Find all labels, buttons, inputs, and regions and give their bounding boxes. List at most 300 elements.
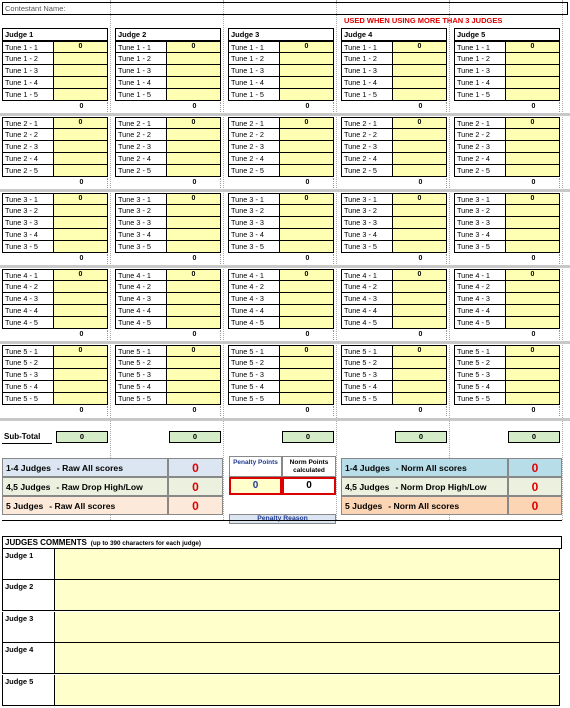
score-input[interactable]	[167, 153, 221, 165]
score-input[interactable]	[280, 217, 334, 229]
tune-label: Tune 4 - 5	[2, 317, 54, 329]
table-row	[228, 281, 334, 293]
score-input[interactable]	[393, 381, 447, 393]
score-input[interactable]	[54, 393, 108, 405]
tune-total: 0	[169, 406, 221, 416]
tune-label: Tune 3 - 4	[341, 229, 393, 241]
table-row	[115, 165, 221, 177]
table-row	[341, 357, 447, 369]
judge-header-4: Judge 4	[341, 28, 447, 41]
score-input[interactable]	[506, 293, 560, 305]
contestant-name-field[interactable]	[2, 2, 568, 15]
table-row	[115, 117, 221, 129]
table-row	[228, 53, 334, 65]
tune-label: Tune 5 - 5	[454, 393, 506, 405]
tune-total: 0	[282, 254, 334, 264]
score-input[interactable]	[506, 153, 560, 165]
score-input[interactable]	[280, 393, 334, 405]
table-row	[2, 153, 108, 165]
score-input[interactable]	[393, 393, 447, 405]
table-row	[341, 117, 447, 129]
score-input[interactable]	[280, 153, 334, 165]
table-row	[115, 65, 221, 77]
table-row	[228, 393, 334, 405]
score-input[interactable]: 0	[167, 41, 221, 53]
table-row	[341, 317, 447, 329]
tune-label: Tune 2 - 3	[228, 141, 280, 153]
score-input[interactable]: 0	[54, 269, 108, 281]
table-row	[454, 293, 560, 305]
tune-total: 0	[56, 406, 108, 416]
table-row	[2, 141, 108, 153]
tune-label: Tune 4 - 2	[2, 281, 54, 293]
score-input[interactable]	[167, 317, 221, 329]
tune-label: Tune 5 - 4	[454, 381, 506, 393]
score-input[interactable]	[54, 229, 108, 241]
tune-label: Tune 3 - 4	[115, 229, 167, 241]
tune-label: Tune 4 - 1	[115, 269, 167, 281]
table-row	[2, 393, 108, 405]
contestant-label: Contestant Name:	[5, 4, 66, 13]
score-input[interactable]	[280, 281, 334, 293]
score-input[interactable]	[506, 229, 560, 241]
score-input[interactable]: 0	[393, 193, 447, 205]
table-row	[228, 153, 334, 165]
score-input[interactable]	[393, 357, 447, 369]
tune-label: Tune 3 - 3	[454, 217, 506, 229]
score-input[interactable]	[167, 381, 221, 393]
tune-block	[341, 41, 447, 111]
score-input[interactable]: 0	[506, 117, 560, 129]
table-row	[341, 89, 447, 101]
tune-label: Tune 5 - 4	[2, 381, 54, 393]
judge-header-2: Judge 2	[115, 28, 221, 41]
table-row	[115, 381, 221, 393]
score-input[interactable]	[280, 305, 334, 317]
score-input[interactable]	[393, 281, 447, 293]
comment-input[interactable]	[55, 612, 560, 643]
score-input[interactable]	[54, 305, 108, 317]
tune-block	[115, 193, 221, 263]
penalty-reason-label: Penalty Reason	[229, 514, 336, 524]
score-input[interactable]	[54, 89, 108, 101]
subtotal-value: 0	[56, 431, 108, 443]
score-input[interactable]	[167, 89, 221, 101]
tune-label: Tune 2 - 5	[228, 165, 280, 177]
score-input[interactable]	[280, 381, 334, 393]
subtotal-value: 0	[169, 431, 221, 443]
score-input[interactable]	[167, 393, 221, 405]
tune-label: Tune 5 - 1	[341, 345, 393, 357]
tune-label: Tune 4 - 2	[454, 281, 506, 293]
table-row	[454, 357, 560, 369]
score-input[interactable]	[167, 77, 221, 89]
score-input[interactable]	[506, 205, 560, 217]
score-input[interactable]	[167, 205, 221, 217]
tune-label: Tune 1 - 5	[2, 89, 54, 101]
score-input[interactable]: 0	[280, 193, 334, 205]
score-input[interactable]: 0	[393, 269, 447, 281]
score-input[interactable]	[167, 217, 221, 229]
table-row	[228, 129, 334, 141]
score-input[interactable]	[54, 153, 108, 165]
score-input[interactable]	[54, 281, 108, 293]
score-input[interactable]	[506, 317, 560, 329]
table-row	[228, 241, 334, 253]
score-input[interactable]	[167, 241, 221, 253]
score-input[interactable]	[280, 65, 334, 77]
score-input[interactable]	[54, 129, 108, 141]
score-input[interactable]: 0	[280, 117, 334, 129]
judges-comments-header	[2, 536, 562, 549]
table-row	[341, 165, 447, 177]
tune-label: Tune 4 - 4	[228, 305, 280, 317]
table-row	[341, 345, 447, 357]
score-input[interactable]	[54, 141, 108, 153]
table-row	[454, 217, 560, 229]
table-row	[2, 77, 108, 89]
table-row	[2, 65, 108, 77]
table-row	[115, 153, 221, 165]
tune-label: Tune 1 - 1	[341, 41, 393, 53]
tune-block	[454, 117, 560, 187]
score-input[interactable]	[54, 241, 108, 253]
score-input[interactable]	[54, 77, 108, 89]
tune-label: Tune 1 - 2	[228, 53, 280, 65]
raw-score-value: 0	[168, 496, 223, 515]
comment-input[interactable]	[55, 675, 560, 706]
table-row	[228, 141, 334, 153]
column-divider	[336, 0, 337, 520]
score-input[interactable]	[280, 229, 334, 241]
tune-block	[2, 345, 108, 415]
score-input[interactable]: 0	[393, 117, 447, 129]
tune-label: Tune 3 - 2	[228, 205, 280, 217]
score-input[interactable]	[393, 369, 447, 381]
raw-score-row	[2, 458, 168, 477]
table-row	[2, 229, 108, 241]
table-row	[341, 65, 447, 77]
score-input[interactable]: 0	[54, 41, 108, 53]
tune-label: Tune 1 - 3	[454, 65, 506, 77]
tune-label: Tune 5 - 1	[2, 345, 54, 357]
score-input[interactable]	[280, 205, 334, 217]
score-input[interactable]	[506, 217, 560, 229]
score-input[interactable]	[393, 65, 447, 77]
score-input[interactable]	[167, 229, 221, 241]
score-input[interactable]	[167, 281, 221, 293]
tune-label: Tune 4 - 1	[454, 269, 506, 281]
tune-label: Tune 3 - 2	[454, 205, 506, 217]
table-row	[115, 41, 221, 53]
tune-label: Tune 2 - 5	[341, 165, 393, 177]
table-row	[228, 89, 334, 101]
score-input[interactable]	[506, 77, 560, 89]
score-input[interactable]	[393, 77, 447, 89]
score-input[interactable]	[280, 241, 334, 253]
raw-score-value: 0	[168, 477, 223, 496]
score-input[interactable]	[506, 393, 560, 405]
tune-label: Tune 1 - 2	[115, 53, 167, 65]
score-input[interactable]	[167, 357, 221, 369]
tune-block	[341, 117, 447, 187]
comment-judge-label: Judge 3	[2, 612, 55, 643]
score-input[interactable]	[54, 217, 108, 229]
score-input[interactable]: 0	[280, 41, 334, 53]
table-row	[2, 53, 108, 65]
table-row	[341, 393, 447, 405]
table-row	[2, 357, 108, 369]
score-input[interactable]: 0	[54, 345, 108, 357]
score-input[interactable]	[167, 369, 221, 381]
tune-label: Tune 4 - 3	[228, 293, 280, 305]
score-input[interactable]	[54, 53, 108, 65]
score-input[interactable]: 0	[167, 345, 221, 357]
score-input[interactable]	[280, 53, 334, 65]
tune-total: 0	[56, 102, 108, 112]
table-row	[341, 53, 447, 65]
score-input[interactable]	[54, 293, 108, 305]
score-input[interactable]	[506, 241, 560, 253]
score-input[interactable]	[393, 89, 447, 101]
tune-label: Tune 5 - 3	[115, 369, 167, 381]
score-input[interactable]: 0	[506, 345, 560, 357]
table-row	[341, 153, 447, 165]
tune-label: Tune 2 - 2	[115, 129, 167, 141]
tune-label: Tune 3 - 2	[341, 205, 393, 217]
score-input[interactable]	[506, 369, 560, 381]
score-input[interactable]	[393, 205, 447, 217]
table-row	[341, 217, 447, 229]
table-row	[2, 381, 108, 393]
tune-label: Tune 5 - 5	[341, 393, 393, 405]
tune-label: Tune 3 - 2	[2, 205, 54, 217]
tune-label: Tune 3 - 5	[115, 241, 167, 253]
score-input[interactable]	[167, 65, 221, 77]
score-input[interactable]	[167, 141, 221, 153]
score-input[interactable]	[393, 53, 447, 65]
score-input[interactable]	[506, 53, 560, 65]
table-row	[228, 217, 334, 229]
table-row	[454, 205, 560, 217]
table-row	[2, 193, 108, 205]
score-input[interactable]	[506, 129, 560, 141]
tune-label: Tune 4 - 2	[115, 281, 167, 293]
norm-score-value: 0	[508, 477, 562, 496]
column-divider	[449, 0, 450, 520]
tune-label: Tune 5 - 5	[2, 393, 54, 405]
table-row	[341, 141, 447, 153]
tune-label: Tune 4 - 3	[115, 293, 167, 305]
tune-label: Tune 4 - 5	[341, 317, 393, 329]
score-input[interactable]	[393, 293, 447, 305]
tune-label: Tune 2 - 1	[115, 117, 167, 129]
tune-block	[454, 345, 560, 415]
score-input[interactable]	[393, 305, 447, 317]
table-row	[228, 77, 334, 89]
table-row	[454, 129, 560, 141]
score-input[interactable]: 0	[167, 193, 221, 205]
score-input[interactable]	[54, 165, 108, 177]
norm-score-value: 0	[508, 458, 562, 477]
score-input[interactable]	[280, 357, 334, 369]
table-row	[115, 193, 221, 205]
score-input[interactable]	[506, 357, 560, 369]
tune-total: 0	[169, 330, 221, 340]
score-input[interactable]: 0	[54, 193, 108, 205]
tune-label: Tune 5 - 2	[228, 357, 280, 369]
tune-total: 0	[508, 254, 560, 264]
norm-desc: - Norm Drop High/Low	[395, 481, 487, 492]
raw-desc: - Raw All scores	[49, 500, 116, 511]
tune-block	[341, 345, 447, 415]
score-input[interactable]	[393, 317, 447, 329]
tune-label: Tune 1 - 4	[454, 77, 506, 89]
score-input[interactable]: 0	[506, 269, 560, 281]
tune-label: Tune 3 - 5	[228, 241, 280, 253]
tune-label: Tune 5 - 1	[228, 345, 280, 357]
score-input[interactable]	[506, 89, 560, 101]
tune-block	[115, 345, 221, 415]
score-input[interactable]	[167, 165, 221, 177]
score-input[interactable]: 0	[167, 117, 221, 129]
tune-label: Tune 1 - 5	[454, 89, 506, 101]
tune-label: Tune 3 - 3	[115, 217, 167, 229]
score-input[interactable]	[393, 129, 447, 141]
tune-total: 0	[282, 178, 334, 188]
tune-label: Tune 1 - 4	[341, 77, 393, 89]
tune-label: Tune 5 - 5	[115, 393, 167, 405]
score-input[interactable]	[280, 129, 334, 141]
norm-points-value: 0	[282, 477, 336, 495]
tune-label: Tune 2 - 2	[2, 129, 54, 141]
table-row	[454, 281, 560, 293]
score-input[interactable]	[393, 229, 447, 241]
tune-label: Tune 2 - 1	[341, 117, 393, 129]
tune-label: Tune 4 - 1	[2, 269, 54, 281]
table-row	[2, 129, 108, 141]
tune-label: Tune 1 - 1	[228, 41, 280, 53]
score-input[interactable]	[54, 65, 108, 77]
tune-label: Tune 4 - 5	[228, 317, 280, 329]
tune-label: Tune 4 - 3	[2, 293, 54, 305]
tune-block	[228, 41, 334, 111]
score-input[interactable]	[393, 165, 447, 177]
tune-label: Tune 2 - 3	[2, 141, 54, 153]
table-row	[454, 53, 560, 65]
score-input[interactable]: 0	[506, 41, 560, 53]
score-input[interactable]	[280, 165, 334, 177]
tune-label: Tune 5 - 5	[228, 393, 280, 405]
score-input[interactable]	[506, 165, 560, 177]
score-input[interactable]	[506, 305, 560, 317]
score-input[interactable]	[280, 317, 334, 329]
norm-score-row	[341, 477, 508, 496]
table-row	[115, 393, 221, 405]
score-input[interactable]	[506, 141, 560, 153]
tune-label: Tune 2 - 3	[115, 141, 167, 153]
tune-block	[341, 193, 447, 263]
tune-label: Tune 2 - 5	[2, 165, 54, 177]
tune-label: Tune 4 - 2	[341, 281, 393, 293]
comments-note: (up to 390 characters for each judge)	[90, 540, 202, 547]
table-row	[2, 281, 108, 293]
tune-label: Tune 5 - 1	[454, 345, 506, 357]
tune-label: Tune 4 - 5	[454, 317, 506, 329]
penalty-points-input[interactable]: 0	[229, 477, 282, 495]
tune-block	[228, 269, 334, 339]
table-row	[454, 193, 560, 205]
tune-label: Tune 3 - 5	[454, 241, 506, 253]
comment-input[interactable]	[55, 549, 560, 580]
score-input[interactable]	[506, 281, 560, 293]
table-row	[228, 193, 334, 205]
score-input[interactable]	[54, 369, 108, 381]
score-input[interactable]	[506, 381, 560, 393]
summary-divider	[2, 520, 562, 521]
tune-label: Tune 3 - 5	[341, 241, 393, 253]
penalty-points-label: Penalty Points	[229, 456, 282, 477]
score-input[interactable]: 0	[393, 345, 447, 357]
score-input[interactable]	[54, 317, 108, 329]
score-input[interactable]	[393, 153, 447, 165]
score-input[interactable]	[393, 141, 447, 153]
tune-total: 0	[56, 330, 108, 340]
comment-input[interactable]	[55, 643, 560, 674]
score-input[interactable]	[54, 357, 108, 369]
score-input[interactable]	[167, 129, 221, 141]
score-input[interactable]: 0	[280, 345, 334, 357]
score-input[interactable]: 0	[393, 41, 447, 53]
score-input[interactable]	[167, 53, 221, 65]
score-input[interactable]	[393, 241, 447, 253]
score-input[interactable]	[506, 65, 560, 77]
tune-label: Tune 1 - 4	[228, 77, 280, 89]
tune-label: Tune 1 - 2	[341, 53, 393, 65]
tune-label: Tune 2 - 5	[454, 165, 506, 177]
tune-label: Tune 2 - 1	[454, 117, 506, 129]
score-input[interactable]	[167, 305, 221, 317]
table-row	[115, 141, 221, 153]
table-row	[228, 293, 334, 305]
score-input[interactable]	[54, 205, 108, 217]
score-input[interactable]	[280, 369, 334, 381]
table-row	[454, 165, 560, 177]
table-row	[115, 269, 221, 281]
score-input[interactable]	[280, 141, 334, 153]
score-input[interactable]: 0	[167, 269, 221, 281]
tune-label: Tune 5 - 1	[115, 345, 167, 357]
tune-label: Tune 2 - 4	[2, 153, 54, 165]
column-divider	[223, 0, 224, 520]
score-input[interactable]	[167, 293, 221, 305]
score-input[interactable]	[280, 89, 334, 101]
score-input[interactable]: 0	[506, 193, 560, 205]
score-input[interactable]	[54, 381, 108, 393]
score-input[interactable]	[280, 293, 334, 305]
table-row	[115, 281, 221, 293]
tune-label: Tune 4 - 2	[228, 281, 280, 293]
tune-label: Tune 3 - 3	[341, 217, 393, 229]
comment-input[interactable]	[55, 580, 560, 611]
score-input[interactable]	[393, 217, 447, 229]
score-input[interactable]: 0	[280, 269, 334, 281]
tune-total: 0	[395, 102, 447, 112]
tune-separator	[0, 113, 570, 116]
score-input[interactable]	[280, 77, 334, 89]
score-input[interactable]: 0	[54, 117, 108, 129]
judge-header-1: Judge 1	[2, 28, 108, 41]
